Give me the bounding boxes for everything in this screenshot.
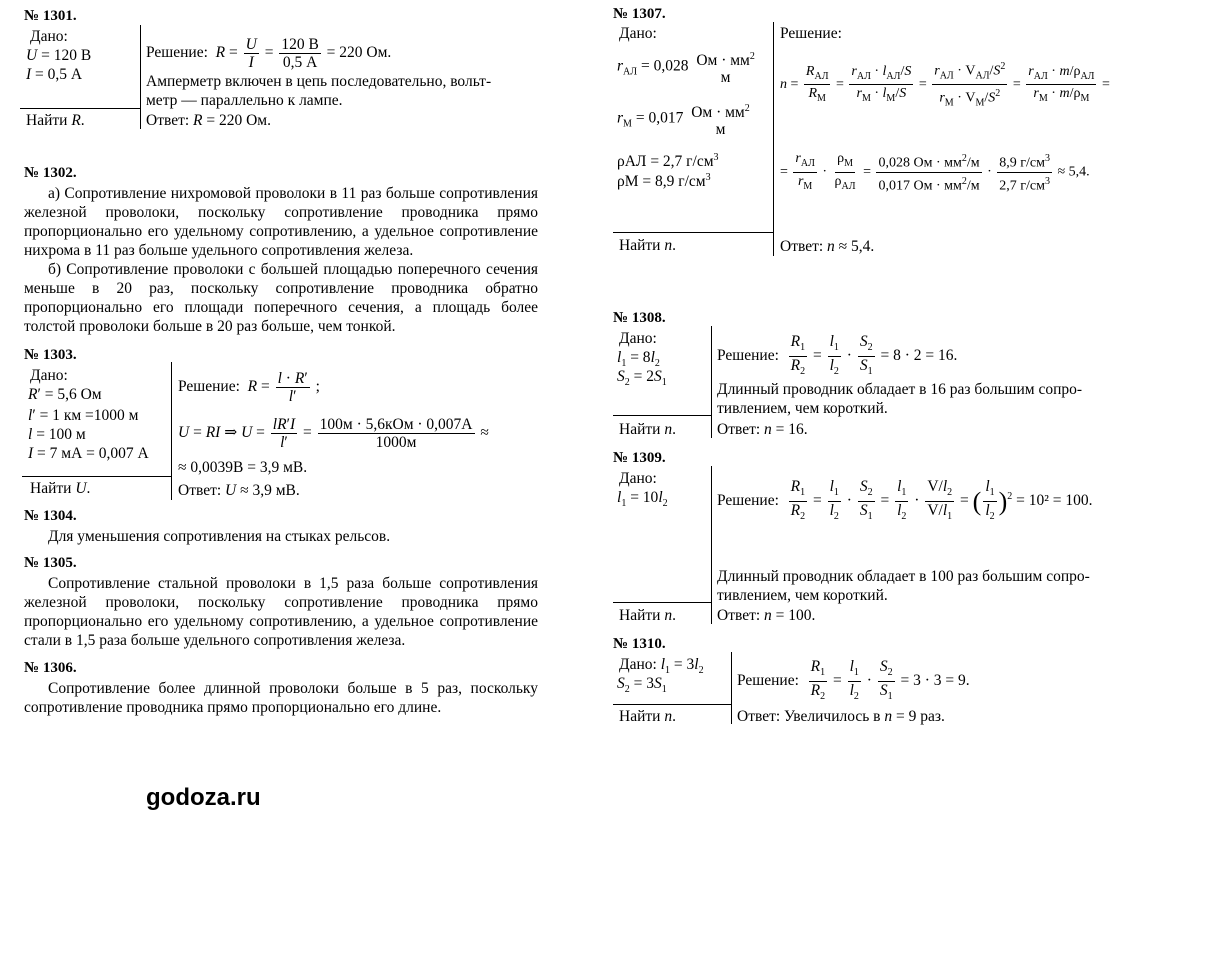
divider xyxy=(613,232,773,233)
solution-formula: Решение: $\frac{R_1}{R_2}$ = $\frac{l_1}{l_2}$ · $\frac{S_2}{S_1}$ = 8 · 2 = 16. xyxy=(717,333,958,378)
solution-result: ≈ 0,0039В = 3,9 мВ. xyxy=(178,459,308,476)
problem-number-1303: № 1303. xyxy=(24,347,77,363)
find-label: Найти R. xyxy=(26,112,85,129)
given-length: $l_1 = 8l_2$ xyxy=(617,349,660,370)
problem-number-1306: № 1306. xyxy=(24,660,77,676)
answer: Ответ: n = 100. xyxy=(717,607,816,624)
given-length: $l_1 = 10l_2$ xyxy=(617,489,668,510)
problem-number-1302: № 1302. xyxy=(24,165,77,181)
problem-number-1304: № 1304. xyxy=(24,508,77,524)
given-label: Дано: xyxy=(619,330,657,347)
given-r-al: $r_{АЛ} = 0,028$ Ом · $мм^2$ м xyxy=(617,51,755,87)
solution-text: Амперметр включен в цепь последовательно, вольт- метр — параллельно к лампе. xyxy=(146,73,492,109)
answer: Ответ: Увеличилось в n = 9 раз. xyxy=(737,708,945,725)
given-area: $S_2 = 2S_1$ xyxy=(617,368,667,389)
divider xyxy=(171,362,172,500)
solution-text: Длинный проводник обладает в 100 раз большим сопро- тивлением, чем короткий. xyxy=(717,568,1090,604)
paragraph: Сопротивление стальной проволоки в 1,5 раза больше сопротивления железной проволоки, поскольку сопротивление проводника прямо пропорционально его удельному сопротивлению, а удельное сопротивление стали в 1,5 раза больше удельного сопротивления железа. xyxy=(24,575,538,649)
given-label: Дано: xyxy=(30,28,68,45)
answer: Ответ: R = 220 Ом. xyxy=(146,112,271,129)
problem-number-1301: № 1301. xyxy=(24,8,77,24)
given-r-m: $r_М = 0,017$ Ом · $мм^2$ м xyxy=(617,103,750,139)
paragraph: Для уменьшения сопротивления на стыках рельсов. xyxy=(48,528,391,545)
solution-formula: Решение: $\frac{R_1}{R_2}$ = $\frac{l_1}{l_2}$ · $\frac{S_2}{S_1}$ = $\frac{l_1}{l_2}$ · $\frac{V/l_2}{V/l_1}$ = ( $\frac{l_1}{l_2}$ )$^2$ = 10² = 100. xyxy=(717,478,1093,523)
problem-number-1305: № 1305. xyxy=(24,555,77,571)
paragraph: Сопротивление более длинной проволоки больше в 5 раз, поскольку сопротивление проводника прямо пропорционально его длине. xyxy=(24,680,538,716)
given-label: Дано: xyxy=(30,367,68,384)
given-area: $S_2 = 3S_1$ xyxy=(617,675,667,696)
find-label: Найти U. xyxy=(30,480,91,497)
solution-text: Длинный проводник обладает в 16 раз большим сопро- тивлением, чем короткий. xyxy=(717,381,1083,417)
divider xyxy=(711,466,712,624)
solution-formula-2: U = RI ⇒ U = $\frac{lR'I}{l'}$ = $\frac{\text{100м · 5,6кОм · 0,007А}}{1000м}$ ≈ xyxy=(178,416,489,451)
problem-number-1309: № 1309. xyxy=(613,450,666,466)
answer: Ответ: n ≈ 5,4. xyxy=(780,238,875,255)
problem-number-1308: № 1308. xyxy=(613,310,666,326)
given-length: l = 100 м xyxy=(28,426,86,443)
divider xyxy=(711,326,712,438)
solution-formula-1: n = $\frac{R_{АЛ}}{R_М}$ = $\frac{r_{АЛ} \cdot l_{АЛ}/S}{r_М \cdot l_М/S}$ = $\frac{r_{АЛ} \cdot V_{АЛ}/S^2}{r_М \cdot V_М/S^2}$ = $\frac{r_{АЛ} \cdot m/\rho_{АЛ}}{r_М \cdot m/\rho_М}$ = xyxy=(780,58,1110,112)
divider xyxy=(613,704,731,705)
solution-label: Решение: xyxy=(780,25,842,42)
find-label: Найти n. xyxy=(619,708,676,725)
solution-formula-1: Решение: R = $\frac{l \cdot R'}{l'}$ ; xyxy=(178,370,320,405)
watermark-logo: godoza.ru xyxy=(146,784,261,811)
solution-formula: Решение: R = $\frac{U}{I}$ = $\frac{120 В}{0,5 А}$ = 220 Ом. xyxy=(146,36,392,71)
given-resistance: R′ = 5,6 Ом xyxy=(28,386,102,403)
find-label: Найти n. xyxy=(619,421,676,438)
find-label: Найти n. xyxy=(619,237,676,254)
divider xyxy=(613,415,711,416)
given-label: Дано: xyxy=(619,25,657,42)
given-length: Дано: $l_1 = 3l_2$ xyxy=(619,656,704,677)
divider xyxy=(140,25,141,129)
given-density-m: ρМ = 8,9 $г/см^3$ xyxy=(617,172,711,191)
divider xyxy=(773,22,774,256)
answer: Ответ: n = 16. xyxy=(717,421,808,438)
paragraph-a: а) Сопротивление нихромовой проволоки в 11 раз больше сопротивления железной проволоки, поскольку сопротивление проводника прямо пропорционально его удельному сопротивлению, а удельное сопротивление нихрома в 11 раз больше удельного сопротивления железа. xyxy=(24,185,538,259)
answer: Ответ: U ≈ 3,9 мВ. xyxy=(178,482,300,499)
divider xyxy=(22,476,172,477)
given-voltage: U = 120 В xyxy=(26,47,92,64)
paragraph-b: б) Сопротивление проволоки с большей площадью поперечного сечения меньше в 20 раз, поскольку сопротивление проводника обратно пропорционально его площади поперечного сечения, а площадь более толстой проволоки больше в 20 раз больше, чем тонкой. xyxy=(24,261,538,335)
divider xyxy=(20,108,141,109)
given-current: I = 0,5 А xyxy=(26,66,83,83)
given-length-km: l′ = 1 км =1000 м xyxy=(28,407,139,424)
given-density-al: ρАЛ = 2,7 $г/см^3$ xyxy=(617,152,719,171)
divider xyxy=(731,652,732,724)
given-current: I = 7 мА = 0,007 А xyxy=(28,445,149,462)
divider xyxy=(613,602,711,603)
find-label: Найти n. xyxy=(619,607,676,624)
problem-number-1307: № 1307. xyxy=(613,6,666,22)
solution-formula: Решение: $\frac{R_1}{R_2}$ = $\frac{l_1}{l_2}$ · $\frac{S_2}{S_1}$ = 3 · 3 = 9. xyxy=(737,658,970,703)
solution-formula-2: = $\frac{r_{АЛ}}{r_М}$ · $\frac{\rho_М}{\rho_{АЛ}}$ = $\frac{0,028 Ом \cdot мм^2/м}{0,017 Ом \cdot мм^2/м}$ · $\frac{8,9 г/см^3}{2,7 г/см^3}$ ≈ 5,4. xyxy=(780,151,1090,194)
given-label: Дано: xyxy=(619,470,657,487)
problem-number-1310: № 1310. xyxy=(613,636,666,652)
